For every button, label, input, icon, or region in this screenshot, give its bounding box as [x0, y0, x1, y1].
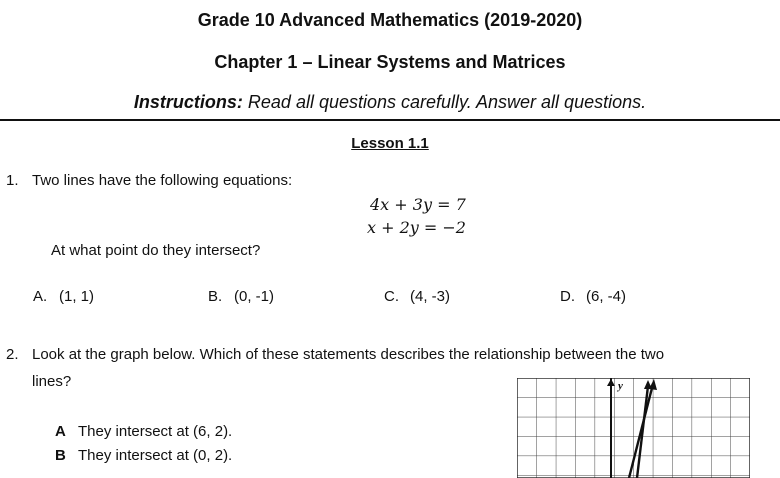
q2-option-b-letter: B	[55, 447, 66, 464]
q1-equation-2: x + 2y = −2	[367, 218, 466, 237]
q1-option-a-letter: A.	[33, 288, 48, 305]
page-title: Grade 10 Advanced Mathematics (2019-2020)	[197, 10, 583, 30]
q1-option-c: (4, -3)	[410, 288, 451, 305]
q1-option-a: (1, 1)	[59, 288, 95, 305]
q2-option-a-letter: A	[55, 423, 66, 440]
chapter-title: Chapter 1 – Linear Systems and Matrices	[214, 52, 566, 72]
instructions-label: Instructions:	[133, 92, 243, 112]
q1-option-c-letter: C.	[384, 288, 399, 305]
divider	[0, 119, 780, 121]
graph-y-label: y	[618, 380, 623, 392]
q2-number: 2.	[6, 346, 19, 363]
instructions	[0, 92, 780, 113]
q1-text: Two lines have the following equations:	[32, 172, 293, 189]
q1-option-b-letter: B.	[208, 288, 223, 305]
instructions-text: Read all questions carefully. Answer all questions.	[247, 92, 647, 112]
lesson-heading: Lesson 1.1	[351, 135, 429, 152]
q2-text-line1: Look at the graph below. Which of these statements describes the relationship between the two	[32, 346, 665, 363]
q1-number: 1.	[6, 172, 19, 189]
q1-option-d: (6, -4)	[586, 288, 627, 305]
q1-option-d-letter: D.	[560, 288, 575, 305]
q1-prompt: At what point do they intersect?	[51, 242, 261, 259]
q2-option-b: They intersect at (0, 2).	[78, 447, 233, 464]
q1-option-b: (0, -1)	[234, 288, 275, 305]
q1-equation-1: 4x + 3y = 7	[370, 195, 466, 214]
q2-text-line2: lines?	[32, 373, 72, 390]
q2-option-a: They intersect at (6, 2).	[78, 423, 233, 440]
q2-graph	[517, 378, 750, 478]
